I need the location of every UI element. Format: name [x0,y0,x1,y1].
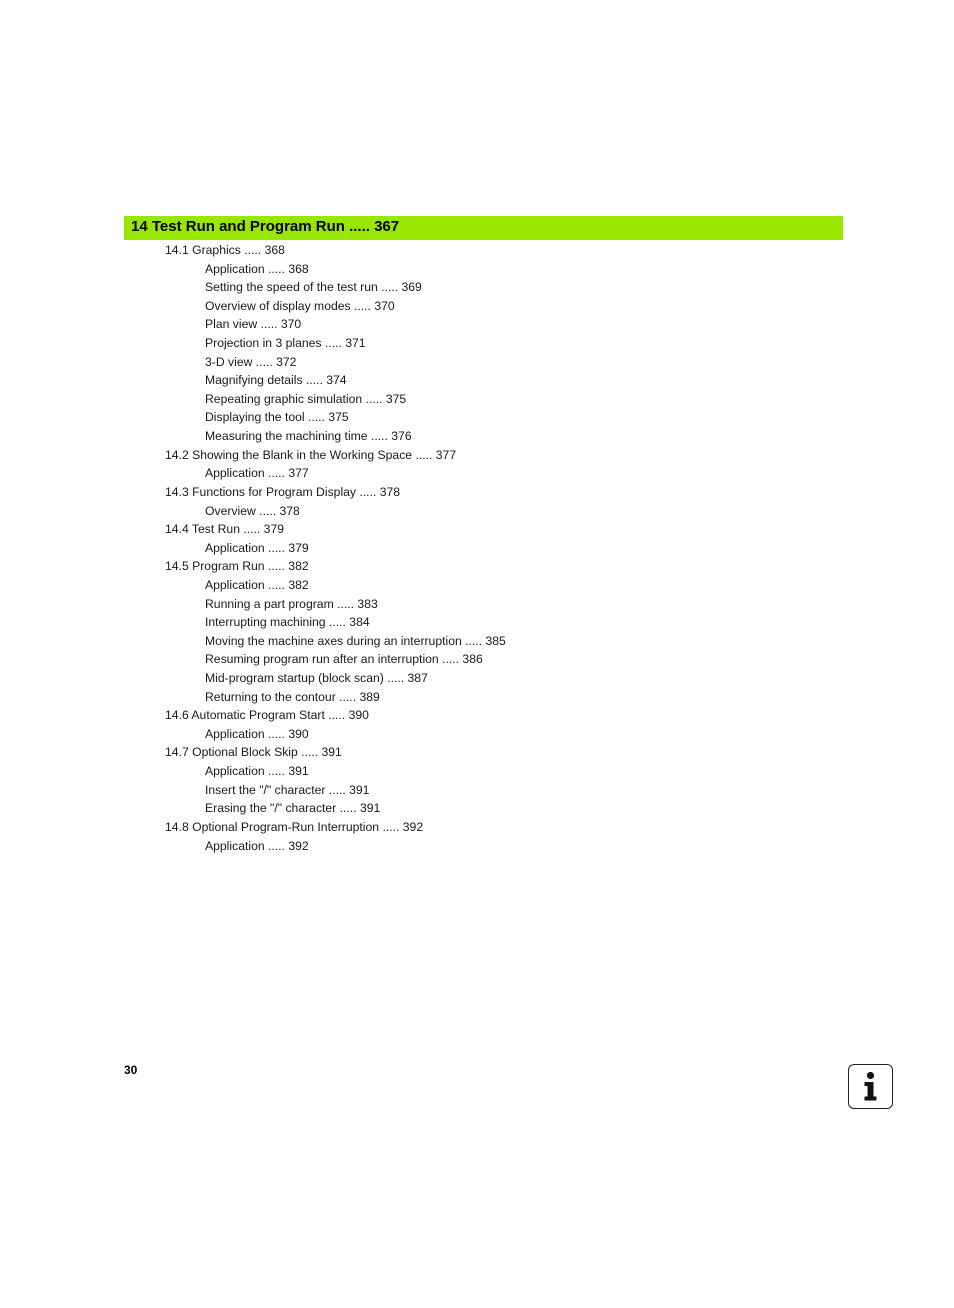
toc-subsection-entry[interactable]: Erasing the "/" character ..... 391 [205,801,381,816]
toc-subsection-entry[interactable]: Measuring the machining time ..... 376 [205,429,412,444]
info-icon [848,1064,893,1109]
chapter-heading: 14 Test Run and Program Run ..... 367 [124,216,843,240]
toc-subsection-entry[interactable]: 3-D view ..... 372 [205,354,297,369]
toc-subsection-entry[interactable]: Application ..... 391 [205,764,309,779]
toc-subsection-entry[interactable]: Magnifying details ..... 374 [205,373,347,388]
toc-section-entry[interactable]: 14.3 Functions for Program Display ..... 378 [165,484,401,499]
toc-subsection-entry[interactable]: Mid-program startup (block scan) ..... 387 [205,671,428,686]
toc-subsection-entry[interactable]: Application ..... 368 [205,261,309,276]
toc-subsection-entry[interactable]: Plan view ..... 370 [205,317,302,332]
table-of-contents [0,241,954,855]
toc-section-entry[interactable]: 14.8 Optional Program-Run Interruption ..... 392 [165,819,424,834]
toc-subsection-entry[interactable]: Application ..... 390 [205,726,309,741]
toc-section-entry[interactable]: 14.1 Graphics ..... 368 [165,243,285,257]
toc-subsection-entry[interactable]: Running a part program ..... 383 [205,596,378,611]
toc-section-entry[interactable]: 14.7 Optional Block Skip ..... 391 [165,745,342,760]
toc-subsection-entry[interactable]: Application ..... 379 [205,540,309,555]
toc-section-entry[interactable]: 14.6 Automatic Program Start ..... 390 [165,708,369,723]
toc-subsection-entry[interactable]: Application ..... 392 [205,838,309,853]
toc-subsection-entry[interactable]: Projection in 3 planes ..... 371 [205,336,366,351]
toc-section-entry[interactable]: 14.5 Program Run ..... 382 [165,559,309,574]
toc-subsection-entry[interactable]: Application ..... 382 [205,577,309,592]
toc-section-entry[interactable]: 14.2 Showing the Blank in the Working Space ..... 377 [165,447,457,462]
toc-subsection-entry[interactable]: Repeating graphic simulation ..... 375 [205,391,407,406]
toc-subsection-entry[interactable]: Returning to the contour ..... 389 [205,689,380,704]
toc-subsection-entry[interactable]: Interrupting machining ..... 384 [205,615,370,630]
toc-subsection-entry[interactable]: Overview of display modes ..... 370 [205,298,395,313]
toc-subsection-entry[interactable]: Displaying the tool ..... 375 [205,410,349,425]
toc-subsection-entry[interactable]: Insert the "/" character ..... 391 [205,782,370,797]
toc-subsection-entry[interactable]: Overview ..... 378 [205,503,300,518]
page-number: 30 [124,1063,138,1077]
toc-subsection-entry[interactable]: Application ..... 377 [205,466,309,481]
toc-subsection-entry[interactable]: Setting the speed of the test run ..... 369 [205,280,422,295]
toc-subsection-entry[interactable]: Resuming program run after an interruption ..... 386 [205,652,483,667]
toc-section-entry[interactable]: 14.4 Test Run ..... 379 [165,522,285,537]
toc-subsection-entry[interactable]: Moving the machine axes during an interruption ..... 385 [205,633,506,648]
